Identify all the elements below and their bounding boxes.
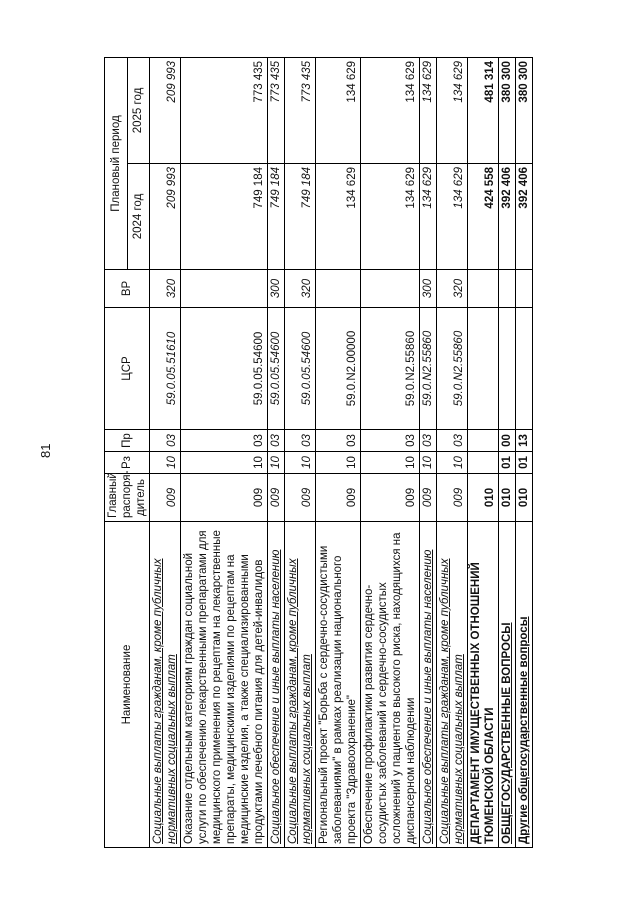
row-rz: 10 [420,452,437,474]
table-row [468,57,499,847]
row-2024: 749 184 [285,164,316,270]
row-csr [516,308,533,430]
row-vr [361,270,420,308]
row-main-manager: 009 [316,474,361,522]
row-name: Социальное обеспечение и иные выплаты населению [420,522,437,848]
row-2025: 134 629 [437,57,468,163]
row-main-manager: 009 [361,474,420,522]
row-pr: 03 [150,430,181,452]
table-row [268,57,285,847]
row-csr [499,308,516,430]
row-pr: 00 [499,430,516,452]
row-name: Социальное обеспечение и иные выплаты населению [268,522,285,848]
table-row [499,57,516,847]
row-rz: 10 [316,452,361,474]
row-vr: 320 [437,270,468,308]
row-2025: 134 629 [420,57,437,163]
row-2024: 134 629 [316,164,361,270]
row-csr [468,308,499,430]
row-rz: 10 [268,452,285,474]
row-main-manager: 009 [285,474,316,522]
row-main-manager: 010 [468,474,499,522]
budget-table [104,57,533,848]
row-rz: 10 [361,452,420,474]
header-rz: Рз [105,452,150,474]
table-row [361,57,420,847]
row-csr: 59.0.N2.55860 [361,308,420,430]
row-rz: 10 [285,452,316,474]
row-main-manager: 009 [437,474,468,522]
row-csr: 59.0.05.54600 [268,308,285,430]
row-name: Обеспечение профилактики развития сердечно-сосудистых заболеваний и сердечно-сосудистых осложнений у пациентов высокого риска, находящихся на диспансерном наблюдении [361,522,420,848]
row-2025: 134 629 [361,57,420,163]
row-pr: 03 [437,430,468,452]
header-main-manager: Главный распоря-дитель [105,474,150,522]
rotated-page-content [104,58,559,848]
row-csr: 59.0.N2.00000 [316,308,361,430]
row-pr: 13 [516,430,533,452]
row-2024: 392 406 [516,164,533,270]
row-2024: 424 558 [468,164,499,270]
row-vr [499,270,516,308]
table-row [437,57,468,847]
row-2025: 773 435 [268,57,285,163]
row-name: ДЕПАРТАМЕНТ ИМУЩЕСТВЕННЫХ ОТНОШЕНИЙ ТЮМЕНСКОЙ ОБЛАСТИ [468,522,499,848]
row-vr: 300 [268,270,285,308]
row-csr: 59.0.N2.55860 [437,308,468,430]
header-2024: 2024 год [127,164,150,270]
page-number: 81 [38,443,53,458]
row-2025: 481 314 [468,57,499,163]
row-main-manager: 009 [268,474,285,522]
row-pr: 03 [316,430,361,452]
header-2025: 2025 год [127,57,150,163]
row-rz: 10 [437,452,468,474]
row-csr: 59.0.N2.55860 [420,308,437,430]
row-vr [316,270,361,308]
table-row [150,57,181,847]
row-2024: 392 406 [499,164,516,270]
row-2025: 773 435 [181,57,268,163]
row-rz: 10 [150,452,181,474]
row-name: Другие общегосударственные вопросы [516,522,533,848]
header-name: Наименование [105,522,150,848]
row-vr: 300 [420,270,437,308]
header-pr: Пр [105,430,150,452]
row-pr: 03 [268,430,285,452]
row-2024: 134 629 [420,164,437,270]
row-name: Региональный проект "Борьба с сердечно-сосудистыми заболеваниями" в рамках реализации национального проекта "Здравоохранение" [316,522,361,848]
row-csr: 59.0.05.54600 [285,308,316,430]
table-row [420,57,437,847]
row-vr [468,270,499,308]
row-rz: 10 [181,452,268,474]
row-main-manager: 009 [420,474,437,522]
row-vr [516,270,533,308]
row-name: Оказание отдельным категориям граждан социальной услуги по обеспечению лекарственными препаратами для медицинского применения по рецептам на лекарственные препараты, медицинскими изделиями по рецептам на медицинские изделия, а также специализированными продуктами лечебного питания для детей-инвалидов [181,522,268,848]
row-name: Социальные выплаты гражданам, кроме публичных нормативных социальных выплат [437,522,468,848]
row-main-manager: 010 [516,474,533,522]
row-2024: 749 184 [268,164,285,270]
row-main-manager: 009 [181,474,268,522]
row-vr: 320 [285,270,316,308]
row-2024: 749 184 [181,164,268,270]
row-name: ОБЩЕГОСУДАРСТВЕННЫЕ ВОПРОСЫ [499,522,516,848]
row-name: Социальные выплаты гражданам, кроме публичных нормативных социальных выплат [285,522,316,848]
row-rz [468,452,499,474]
header-row [105,57,128,847]
row-pr [468,430,499,452]
header-plan-period: Плановый период [105,57,128,269]
row-main-manager: 009 [150,474,181,522]
row-pr: 03 [181,430,268,452]
row-pr: 03 [361,430,420,452]
row-vr [181,270,268,308]
header-csr: ЦСР [105,308,150,430]
row-2025: 209 993 [150,57,181,163]
header-vr: ВР [105,270,150,308]
row-2025: 134 629 [316,57,361,163]
row-rz: 01 [516,452,533,474]
row-2024: 134 629 [361,164,420,270]
row-vr: 320 [150,270,181,308]
row-2025: 380 300 [499,57,516,163]
row-main-manager: 010 [499,474,516,522]
row-csr: 59.0.05.51610 [150,308,181,430]
table-row [285,57,316,847]
row-2024: 134 629 [437,164,468,270]
row-2025: 380 300 [516,57,533,163]
row-name: Социальные выплаты гражданам, кроме публичных нормативных социальных выплат [150,522,181,848]
row-rz: 01 [499,452,516,474]
table-row [316,57,361,847]
row-2025: 773 435 [285,57,316,163]
row-2024: 209 993 [150,164,181,270]
table-row [516,57,533,847]
row-pr: 03 [420,430,437,452]
row-pr: 03 [285,430,316,452]
row-csr: 59.0.05.54600 [181,308,268,430]
table-row [181,57,268,847]
